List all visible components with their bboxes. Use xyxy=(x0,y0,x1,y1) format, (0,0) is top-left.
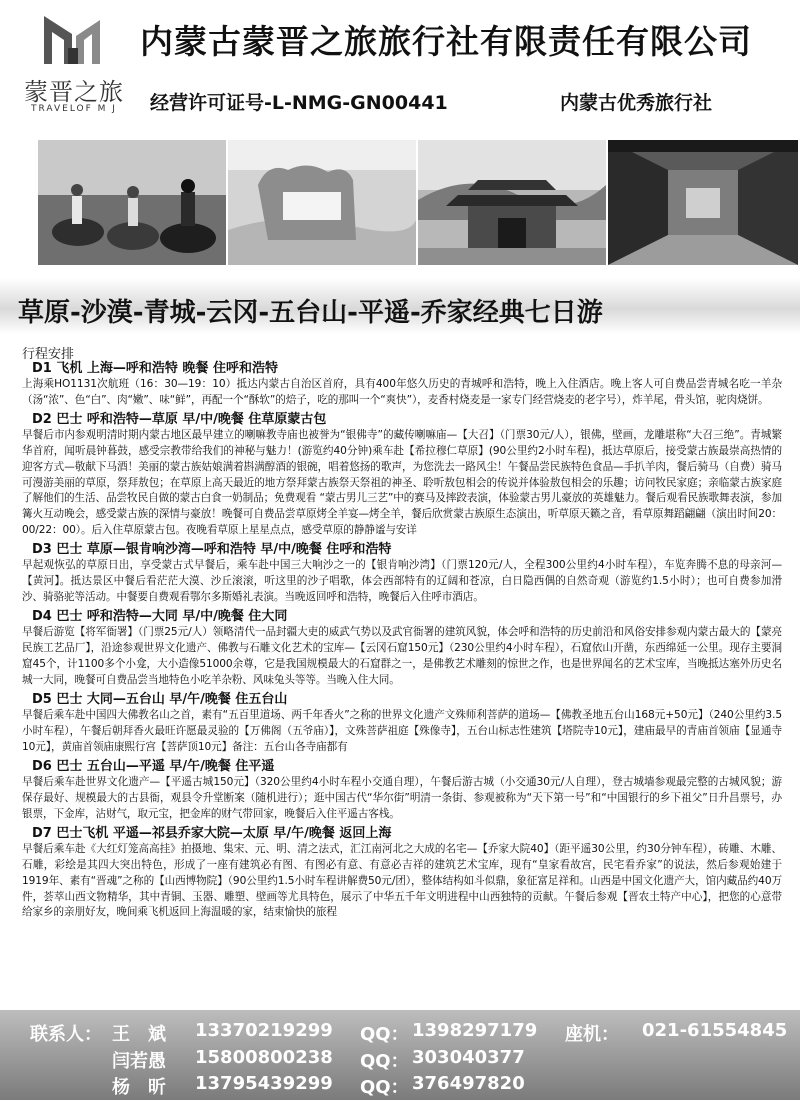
itinerary-label: 行程安排 xyxy=(22,347,75,362)
day-title: D3 巴士 草原—银肯响沙湾—呼和浩特 早/中/晚餐 住呼和浩特 xyxy=(32,542,392,558)
logo-name: 蒙晋之旅 xyxy=(24,78,124,106)
day-title: D1 飞机 上海—呼和浩特 晚餐 住呼和浩特 xyxy=(32,361,278,376)
contact-phone[interactable]: 13795439299 xyxy=(195,1073,333,1094)
contact-name: 闫若愚 xyxy=(112,1051,166,1072)
landline-number[interactable]: 021-61554845 xyxy=(642,1020,788,1041)
day-item xyxy=(22,691,782,755)
day-item xyxy=(22,411,782,538)
qq-number[interactable]: 1398297179 xyxy=(412,1020,538,1041)
day-description: 早餐后游览【将军衙署】（门票25元/人）领略清代一品封疆大吏的威武气势以及武官衙署的建筑风貌，体会呼和浩特的历史前沿和风俗安排参观内蒙古最大的【蒙亮民族工艺品厂】，沿途参观世界文化遗产、佛教与石雕文化艺术的宝库—【云冈石窟150元】（230公里约4小时车程），石窟依山开凿，东西绵延一公里。现存主要洞窟45个，计1100多个小龛，大小造像51000余尊，它是我国规模最大的石窟群之一，是佛教艺术雕刻的惊世之作，也是世界闻名的艺术宝库，当晚抵达塞外历史名城一大同，晚餐可自费品尝当地特色小吃羊杂粉、风味兔头等等。当晚入住大同。 xyxy=(22,626,782,686)
qq-number[interactable]: 303040377 xyxy=(412,1047,525,1068)
qq-label: QQ： xyxy=(360,1051,409,1072)
desert-sign-photo xyxy=(228,140,416,265)
contact-name: 杨 昕 xyxy=(112,1077,166,1098)
horse-riding-photo xyxy=(38,140,226,265)
contact-panel xyxy=(0,1010,800,1100)
courtyard-image xyxy=(608,140,798,265)
courtyard-photo xyxy=(608,140,798,265)
contact-name: 王 斌 xyxy=(112,1024,166,1045)
day-description: 早餐后乘车赴世界文化遗产—【平遥古城150元】（320公里约4小时车程小交通自理），午餐后游古城（小交通30元/人自理），登古城墙参观最完整的古城风貌；游保存最好、规模最大的古县衙，观县令升堂断案（随机进行）；逛中国古代“华尔街”明清一条街、参观被称为“天下第一号”和“中国银行的乡下祖父”日升昌票号，办银票，下金库，沾财气，取元宝，把金库的财气带回家，晚餐后入住平遥古客栈。 xyxy=(22,776,782,820)
temple-gate-photo xyxy=(418,140,606,265)
day-title: D2 巴士 呼和浩特—草原 早/中/晚餐 住草原蒙古包 xyxy=(32,412,327,428)
qq-number[interactable]: 376497820 xyxy=(412,1073,525,1094)
logo xyxy=(14,8,134,118)
contact-phone[interactable]: 15800800238 xyxy=(195,1047,333,1068)
route-title: 草原-沙漠-青城-云冈-五台山-平遥-乔家经典七日游 xyxy=(18,298,603,328)
day-description: 早起观恢弘的草原日出，享受蒙古式早餐后，乘车赴中国三大响沙之一的【银肯响沙湾】（门票120元/人，全程300公里约4小时车程），车览奔腾不息的母亲河—【黄河】。抵达景区中餐后看茫茫大漠、沙丘滚滚，听这里的沙子唱歌，体会西部特有的辽阔和苍凉，白日隐西偶的自然奇观（游览约1.5小时）；也可自费参加滑沙、骑骆驼等活动。中餐要自费观看鄂尔多斯婚礼表演。当晚返回呼和浩特，晚餐后入住呼市酒店。 xyxy=(22,559,782,603)
day-item xyxy=(22,758,782,822)
photo-strip xyxy=(38,140,798,265)
itinerary-list xyxy=(22,360,782,924)
day-description: 早餐后市内参观明清时期内蒙古地区最早建立的喇嘛教寺庙也被誉为“银佛寺”的藏传喇嘛庙—【大召】（门票30元/人），银佛，壁画，龙雕堪称“大召三绝”。青城繁华首府，闻听晨钟暮鼓，感受宗教带给我们的神秘与魅力！(游览约40分钟)乘车赴【希拉穆仁草原】(90公里约2小时车程)，抵达草原后，接受蒙古族最崇高热情的迎客方式—敬献下马酒！美丽的蒙古族姑娘满着斟满醇酒的银碗，唱着悠扬的歌声，为您洗去一路风尘！午餐品尝民族特色食品—手扒羊肉，餐后骑马（自费）骑马可漫游美丽的草原，祭拜敖包；在草原上高天最近的地方祭拜蒙古族祭天祭祖的神圣、聆听敖包相会的传说并体验敖包相会的乐趣；访问牧民家庭；亲临蒙古族家庭了解他们的生活、品尝牧民自做的蒙古白食一奶制品；免费观看 “蒙古男儿三艺”中的赛马及摔跤表演，体验蒙古男儿豪放的英雄魅力。餐后观看民族歌舞表演，参加篝火互动晚会，感受蒙古族的深情与豪放！晚餐可自费品尝草原烤全羊宴—烤全羊，餐后欣赏蒙古族原生态演出，听草原天籁之音，看草原舞蹈翩翩（演出时间20：00/22：00）。后入住草原蒙古包。夜晚看草原上星星点点，感受草原的静静谧与安详 xyxy=(22,429,782,536)
logo-mark-icon xyxy=(42,10,102,66)
header xyxy=(0,0,800,130)
day-item xyxy=(22,825,782,921)
day-title: D6 巴士 五台山—平遥 早/午/晚餐 住平遥 xyxy=(32,759,275,775)
agency-badge: 内蒙古优秀旅行社 xyxy=(560,92,713,114)
license-number: 经营许可证号-L-NMG-GN00441 xyxy=(150,92,448,114)
day-title: D5 巴士 大同—五台山 早/午/晚餐 住五台山 xyxy=(32,692,288,708)
desert-sign-image xyxy=(228,140,416,265)
company-name: 内蒙古蒙晋之旅旅行社有限责任有限公司 xyxy=(140,22,752,61)
day-description: 早餐后乘车赴中国四大佛教名山之首，素有“五百里道场、两千年香火”之称的世界文化遗产文殊师利菩萨的道场—【佛教圣地五台山168元+50元】（240公里约3.5小时车程），午餐后朝拜香火最旺许愿最灵验的【万佛阁（五爷庙）】，文殊菩萨祖庭【殊像寺】，五台山标志性建筑【塔院寺10元】，建庙最早的青庙首领庙【显通寺10元】，黄庙首领庙康熙行宫【菩萨顶10元】备注：五台山各寺庙都有 xyxy=(22,709,782,753)
day-title: D4 巴士 呼和浩特—大同 早/中/晚餐 住大同 xyxy=(32,609,288,625)
day-title: D7 巴士飞机 平遥—祁县乔家大院—太原 早/午/晚餐 返回上海 xyxy=(32,826,392,842)
contact-label: 联系人： xyxy=(30,1024,102,1045)
day-item xyxy=(22,608,782,688)
contact-phone[interactable]: 13370219299 xyxy=(195,1020,333,1041)
qq-label: QQ： xyxy=(360,1077,409,1098)
logo-subtitle: TRAVELOF M J xyxy=(31,104,117,114)
landline-label: 座机： xyxy=(565,1024,619,1045)
day-item xyxy=(22,541,782,605)
temple-gate-image xyxy=(418,140,606,265)
day-item xyxy=(22,360,782,408)
day-description: 上海乘HO1131次航班（16：30—19：10）抵达内蒙古自治区首府，具有400年悠久历史的青城呼和浩特，晚上入住酒店。晚上客人可自费品尝青城名吃一羊杂（汤“浓”、色“白”、肉“嫩”、味“鲜”，再配一个“酥软”的焙子，吃的那叫一个“爽快”），麦香村烧麦是一家专门经营烧麦的老字号），炸羊尾，骨头馆，驼肉烧饼。 xyxy=(22,378,782,406)
horse-riding-image xyxy=(38,140,226,265)
qq-label: QQ： xyxy=(360,1024,409,1045)
day-description: 早餐后乘车赴《大红灯笼高高挂》拍摄地、集宋、元、明、清之法式，汇江南河北之大成的名宅—【乔家大院40】（距平遥30公里，约30分钟车程），砖雕、木雕、石雕，彩绘是其四大突出特色，形成了一座有建筑必有图、有图必有意、有意必吉祥的建筑艺术宝库，现有“皇家看故宫，民宅看乔家”的说法，然后参观始建于1919年、素有“晋魂”之称的【山西博物院】（90公里约1.5小时车程讲解费50元/团），整体结构如斗似鼎，象征富足祥和。山西是中国文化遗产大，馆内藏品约40万件，荟萃山西文物精华，其中青铜、玉器、雕塑、壁画等尤具特色，展示了中华五千年文明进程中山西独特的贡献。午餐后参观【晋农土特产中心】，把您的心意带给家乡的亲朋好友，晚间乘飞机返回上海温暖的家，结束愉快的旅程 xyxy=(22,843,782,919)
